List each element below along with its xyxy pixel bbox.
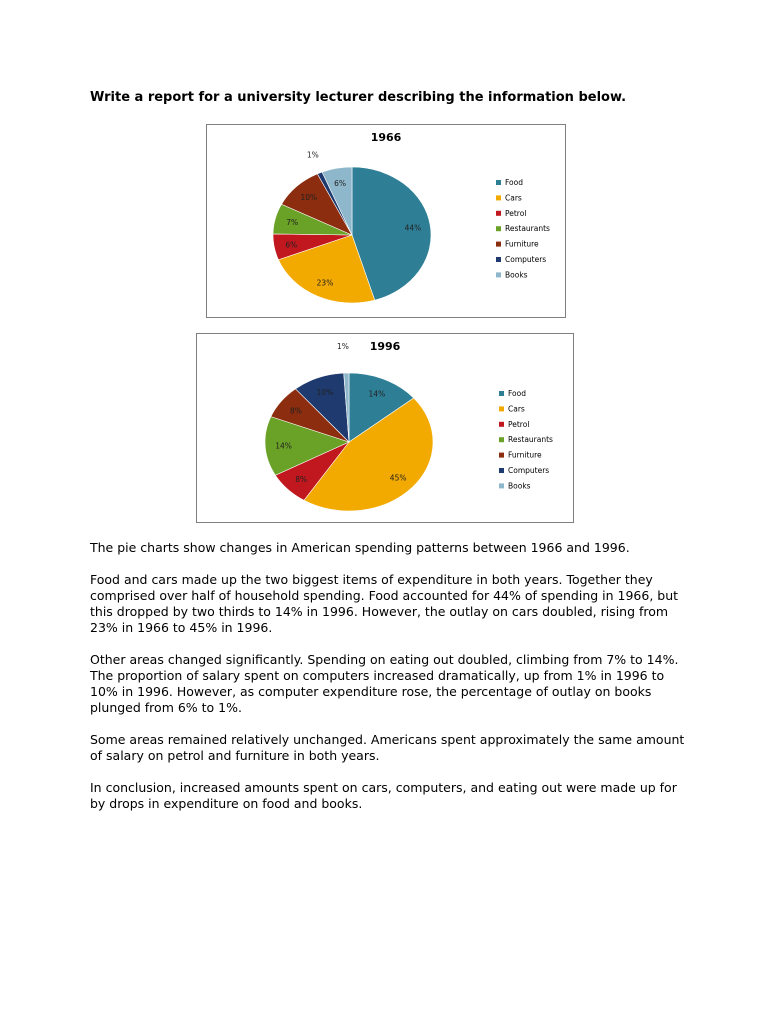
slice-label-furniture: 10% (300, 193, 318, 203)
slice-label-computers: 1% (306, 150, 319, 160)
slice-label-cars: 23% (316, 278, 334, 288)
legend-label-food: Food (508, 389, 526, 398)
legend-swatch-restaurants (499, 437, 504, 442)
slice-label-furniture: 8% (290, 406, 302, 416)
legend-swatch-food (499, 391, 504, 396)
slice-label-food: 44% (404, 223, 422, 233)
legend-swatch-cars (496, 195, 501, 200)
slice-label-restaurants: 7% (286, 218, 299, 228)
pie-chart-1996-svg (197, 334, 573, 522)
legend-swatch-food (496, 180, 501, 185)
slice-label-computers: 10% (316, 387, 334, 397)
legend-swatch-petrol (499, 422, 504, 427)
legend-swatch-restaurants (496, 226, 501, 231)
pie-chart-1966-svg (207, 125, 565, 317)
legend-label-restaurants: Restaurants (505, 224, 550, 234)
chart-title: 1966 (370, 131, 402, 144)
legend-label-petrol: Petrol (508, 419, 530, 429)
legend-swatch-computers (496, 257, 501, 262)
legend-label-furniture: Furniture (508, 450, 542, 460)
slice-label-books: 1% (336, 342, 349, 352)
legend-label-petrol: Petrol (505, 208, 527, 218)
slice-label-restaurants: 14% (275, 441, 292, 451)
legend-label-food: Food (505, 178, 523, 187)
legend-label-books: Books (505, 270, 528, 280)
report-text (90, 540, 690, 828)
legend-swatch-furniture (496, 242, 501, 247)
legend-swatch-petrol (496, 211, 501, 216)
legend-swatch-computers (499, 468, 504, 473)
legend-swatch-furniture (499, 453, 504, 458)
paragraph-food-cars: Food and cars made up the two biggest items of expenditure in both years. Together they comprised over half of household spending. Food accounted for 44% of spending in 1966, but this dropped by two thirds to 14% in 1996. However, the outlay on cars doubled, rising from 23% in 1966 to 45% in 1996. (90, 572, 679, 635)
slice-label-petrol: 8% (295, 474, 308, 484)
paragraph-unchanged: Some areas remained relatively unchanged. Americans spent approximately the same amount of salary on petrol and furniture in both years. (90, 732, 685, 763)
slice-label-books: 6% (334, 178, 347, 188)
legend-swatch-cars (499, 406, 504, 411)
legend-label-books: Books (508, 481, 531, 491)
legend-swatch-books (499, 483, 504, 488)
chart-title: 1996 (369, 340, 401, 353)
legend-label-cars: Cars (505, 193, 522, 203)
paragraph-other-areas: Other areas changed significantly. Spending on eating out doubled, climbing from 7% to 14%. The proportion of salary spent on computers increased dramatically, up from 1% in 1996 to 10% in 1996. However, as computer expenditure rose, the percentage of outlay on books plunged from 6% to 1%. (90, 652, 679, 715)
slice-label-food: 14% (368, 389, 386, 399)
pie-chart-1996 (196, 333, 574, 523)
slice-label-petrol: 6% (285, 240, 298, 250)
legend-label-cars: Cars (508, 404, 525, 414)
page-heading: Write a report for a university lecturer describing the information below. (90, 90, 627, 105)
legend-label-computers: Computers (505, 255, 547, 264)
pie-chart-1966 (206, 124, 566, 318)
paragraph-intro: The pie charts show changes in American spending patterns between 1966 and 1996. (90, 540, 630, 555)
legend-label-furniture: Furniture (505, 239, 539, 249)
slice-label-cars: 45% (389, 473, 407, 483)
paragraph-conclusion: In conclusion, increased amounts spent on cars, computers, and eating out were made up for by drops in expenditure on food and books. (90, 780, 677, 811)
legend-swatch-books (496, 272, 501, 277)
legend-label-computers: Computers (508, 466, 550, 475)
legend-label-restaurants: Restaurants (508, 435, 553, 445)
